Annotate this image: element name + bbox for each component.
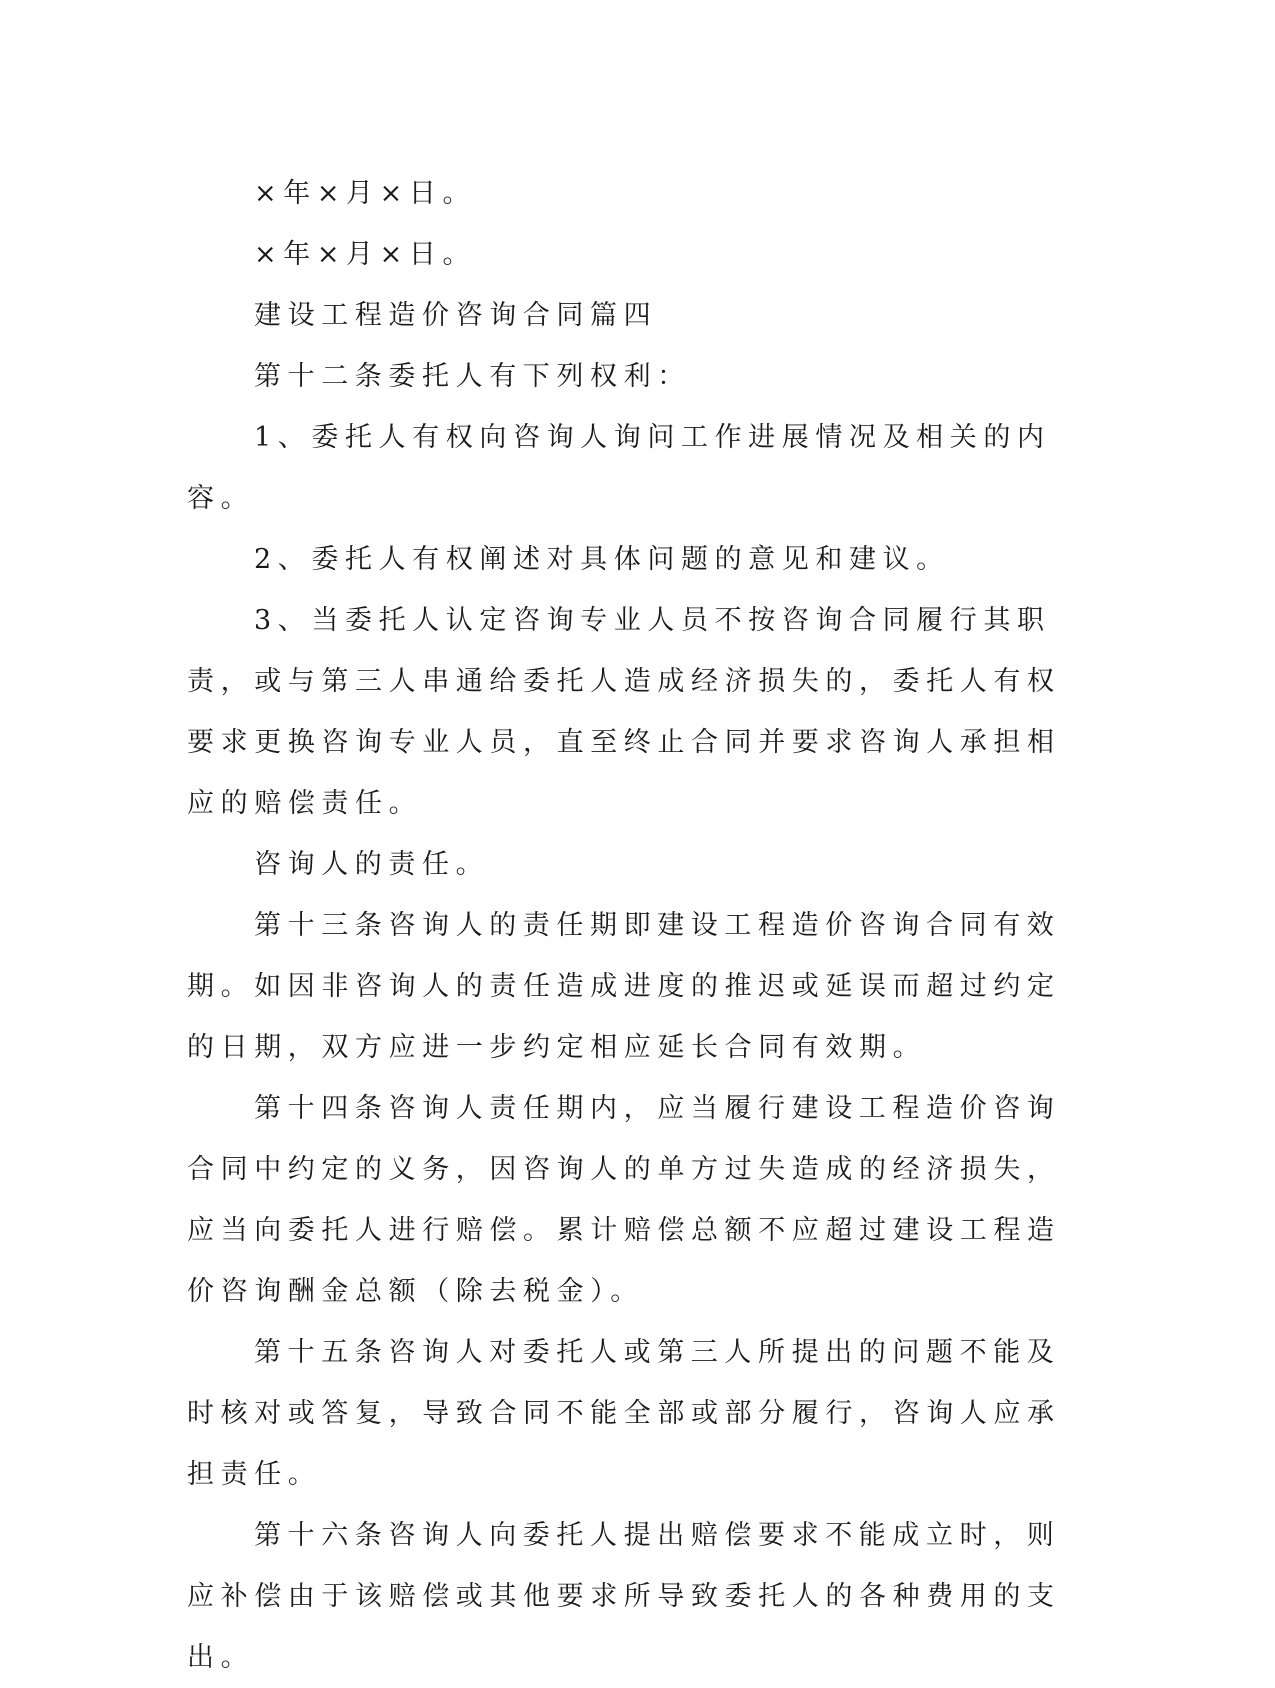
article-12: 第十二条委托人有下列权利： xyxy=(254,361,691,392)
article-14: 第十四条咨询人责任期内，应当履行建设工程造价咨询合同中约定的义务，因咨询人的单方过失造成的经济损失，应当向委托人进行赔偿。累计赔偿总额不应超过建设工程造价咨询酬金总额（除去税金）。 xyxy=(187,1093,1061,1307)
document-body xyxy=(187,163,1067,1688)
article-15: 第十五条咨询人对委托人或第三人所提出的问题不能及时核对或答复，导致合同不能全部或部分履行，咨询人应承担责任。 xyxy=(187,1337,1061,1490)
article-12-item-1: 1、委托人有权向咨询人询问工作进展情况及相关的内容。 xyxy=(187,422,1051,514)
subsection-heading: 咨询人的责任。 xyxy=(254,849,490,880)
section-heading: 建设工程造价咨询合同篇四 xyxy=(254,300,658,331)
article-16: 第十六条咨询人向委托人提出赔偿要求不能成立时，则应补偿由于该赔偿或其他要求所导致委托人的各种费用的支出。 xyxy=(187,1520,1061,1673)
article-13: 第十三条咨询人的责任期即建设工程造价咨询合同有效期。如因非咨询人的责任造成进度的推迟或延误而超过约定的日期，双方应进一步约定相应延长合同有效期。 xyxy=(187,910,1061,1063)
date-line-2: ×年×月×日。 xyxy=(254,239,477,270)
date-line-1: ×年×月×日。 xyxy=(254,178,477,209)
article-12-item-3: 3、当委托人认定咨询专业人员不按咨询合同履行其职责，或与第三人串通给委托人造成经济损失的，委托人有权要求更换咨询专业人员，直至终止合同并要求咨询人承担相应的赔偿责任。 xyxy=(187,605,1061,819)
article-12-item-2: 2、委托人有权阐述对具体问题的意见和建议。 xyxy=(254,544,950,575)
